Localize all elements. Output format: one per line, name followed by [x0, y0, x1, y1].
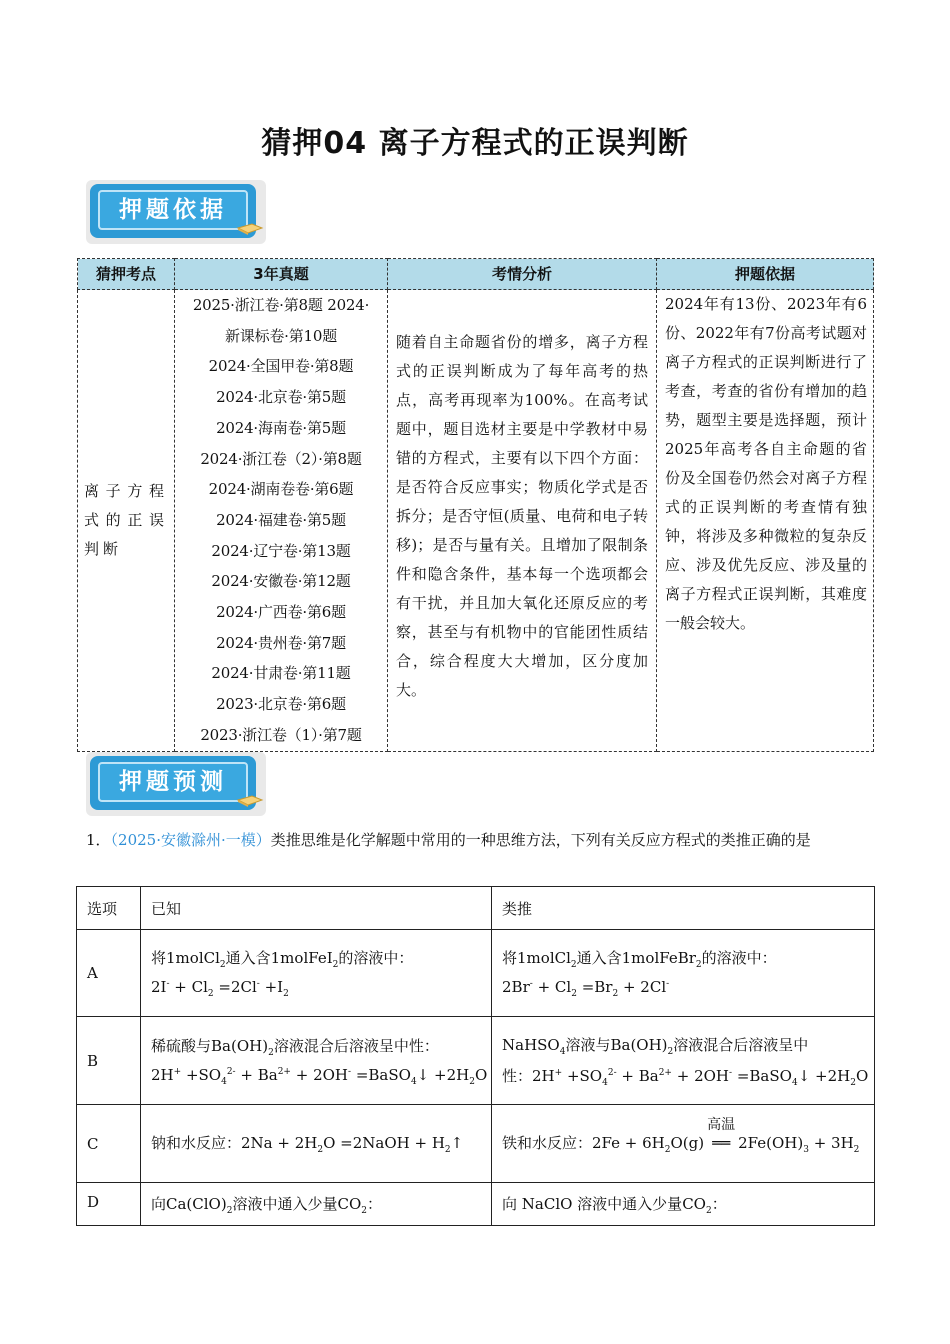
paper-item: 2025·浙江卷·第8题 2024· — [192, 296, 370, 314]
header-basis: 押题依据 — [657, 259, 874, 290]
paper-item: 2024·湖南卷卷·第6题 — [208, 480, 354, 499]
banner-label: 押题预测 — [119, 769, 227, 795]
paper-item: 2024·海南卷·第5题 — [216, 418, 346, 437]
option-d-known: 向$Ca(ClO)_2$溶液中通入少量$CO_2$： — [141, 1183, 492, 1226]
header-option: 选项 — [77, 887, 141, 930]
option-a-infer: 将1molCl$_2$通入含1molFeBr$_2$的溶液中： $2Br^- + Cl_2 =Br_2 + 2Cl^-$ — [492, 930, 875, 1017]
paper-item: 2024·北京卷·第5题 — [216, 388, 346, 407]
option-b-infer: NaHSO$_4$溶液与$Ba(OH)_2$溶液混合后溶液呈中 性：$2H^+ +SO_4^{2-} + Ba^{2+} + 2OH^-$ =BaSO$_4$↓ $+2H_2O$ — [492, 1017, 875, 1105]
paper-item: 2024·浙江卷（2）·第8题 — [200, 449, 362, 468]
paper-item: 2023·北京卷·第6题 — [216, 695, 346, 714]
book-icon — [236, 794, 264, 808]
option-b-known: 稀硫酸与$Ba(OH)_2$溶液混合后溶液呈中性： $2H^+ +SO_4^{2-} + Ba^{2+} + 2OH^-$ =BaSO$_4$↓ $+2H_2O$ — [141, 1017, 492, 1105]
option-c-known: 钠和水反应：$2Na + 2H_2O$ =2NaOH + $H_2↑$ — [141, 1105, 492, 1183]
paper-item: 2024·辽宁卷·第13题 — [211, 541, 351, 560]
question-source: （2025·安徽滁州·一模） — [110, 831, 271, 849]
option-d-infer: 向 NaClO 溶液中通入少量$CO_2$： — [492, 1183, 875, 1226]
question-stem: 类推思维是化学解题中常用的一种思维方法，下列有关反应方程式的类推正确的是 — [270, 831, 811, 849]
header-infer: 类推 — [492, 887, 875, 930]
section-banner-predict — [86, 752, 270, 818]
header-kaodian: 猜押考点 — [78, 259, 175, 290]
options-table — [76, 886, 875, 1226]
option-c-infer: 铁和水反应：$2Fe + 6H_2O(g)$ 高温 ══ $2Fe(OH)_3 + 3H_2$ — [492, 1105, 875, 1183]
paper-item: 新课标卷·第10题 — [224, 326, 338, 345]
question-number: 1． — [86, 831, 111, 849]
section-banner-basis — [86, 180, 270, 246]
option-label: A — [77, 930, 141, 1017]
book-icon — [236, 222, 264, 236]
kaodian-cell: 离子方程式的正误判断 — [78, 290, 175, 752]
paper-item: 2024·贵州卷·第7题 — [216, 633, 346, 652]
paper-item: 2024·福建卷·第5题 — [216, 510, 346, 529]
option-label: D — [77, 1183, 141, 1226]
header-papers: 3年真题 — [175, 259, 388, 290]
header-analysis: 考情分析 — [388, 259, 657, 290]
paper-item: 2024·广西卷·第6题 — [216, 603, 346, 622]
paper-item: 2023·浙江卷（1）·第7题 — [200, 725, 362, 744]
option-a-known: 将1molCl$_2$通入含1molFeI$_2$的溶液中： $2I^- + Cl_2 =2Cl^- +I_2$ — [141, 930, 492, 1017]
paper-item: 2024·安徽卷·第12题 — [211, 572, 351, 591]
option-label: C — [77, 1105, 141, 1183]
papers-cell — [175, 290, 388, 752]
page-title: 猜押04 离子方程式的正误判断 — [261, 126, 689, 161]
option-label: B — [77, 1017, 141, 1105]
header-known: 已知 — [141, 887, 492, 930]
question-1 — [86, 826, 872, 855]
paper-item: 2024·甘肃卷·第11题 — [211, 664, 351, 683]
paper-item: 2024·全国甲卷·第8题 — [208, 357, 354, 376]
analysis-cell: 随着自主命题省份的增多，离子方程式的正误判断成为了每年高考的热点，高考再现率为100%。在高考试题中，题目选材主要是中学教材中易错的方程式，主要有以下四个方面：是否符合反应事实；物质化学式是否拆分；是否守恒(质量、电荷和电子转移)；是否与量有关。且增加了限制条件和隐含条件，基本每一个选项都会有干扰，并且加大氧化还原反应的考察，甚至与有机物中的官能团性质结合，综合程度大大增加，区分度加大。 — [388, 290, 657, 752]
banner-label: 押题依据 — [119, 197, 227, 223]
reaction-condition: 高温 ══ — [707, 1117, 736, 1152]
basis-table — [77, 258, 874, 752]
basis-cell: 2024年有13份、2023年有6份、2022年有7份高考试题对离子方程式的正误判断进行了考查，考查的省份有增加的趋势，题型主要是选择题，预计2025年高考各自主命题的省份及全国卷仍然会对离子方程式的正误判断的考查情有独钟，将涉及多种微粒的复杂反应、涉及优先反应、涉及量的离子方程式正误判断，其难度一般会较大。 — [657, 290, 874, 752]
